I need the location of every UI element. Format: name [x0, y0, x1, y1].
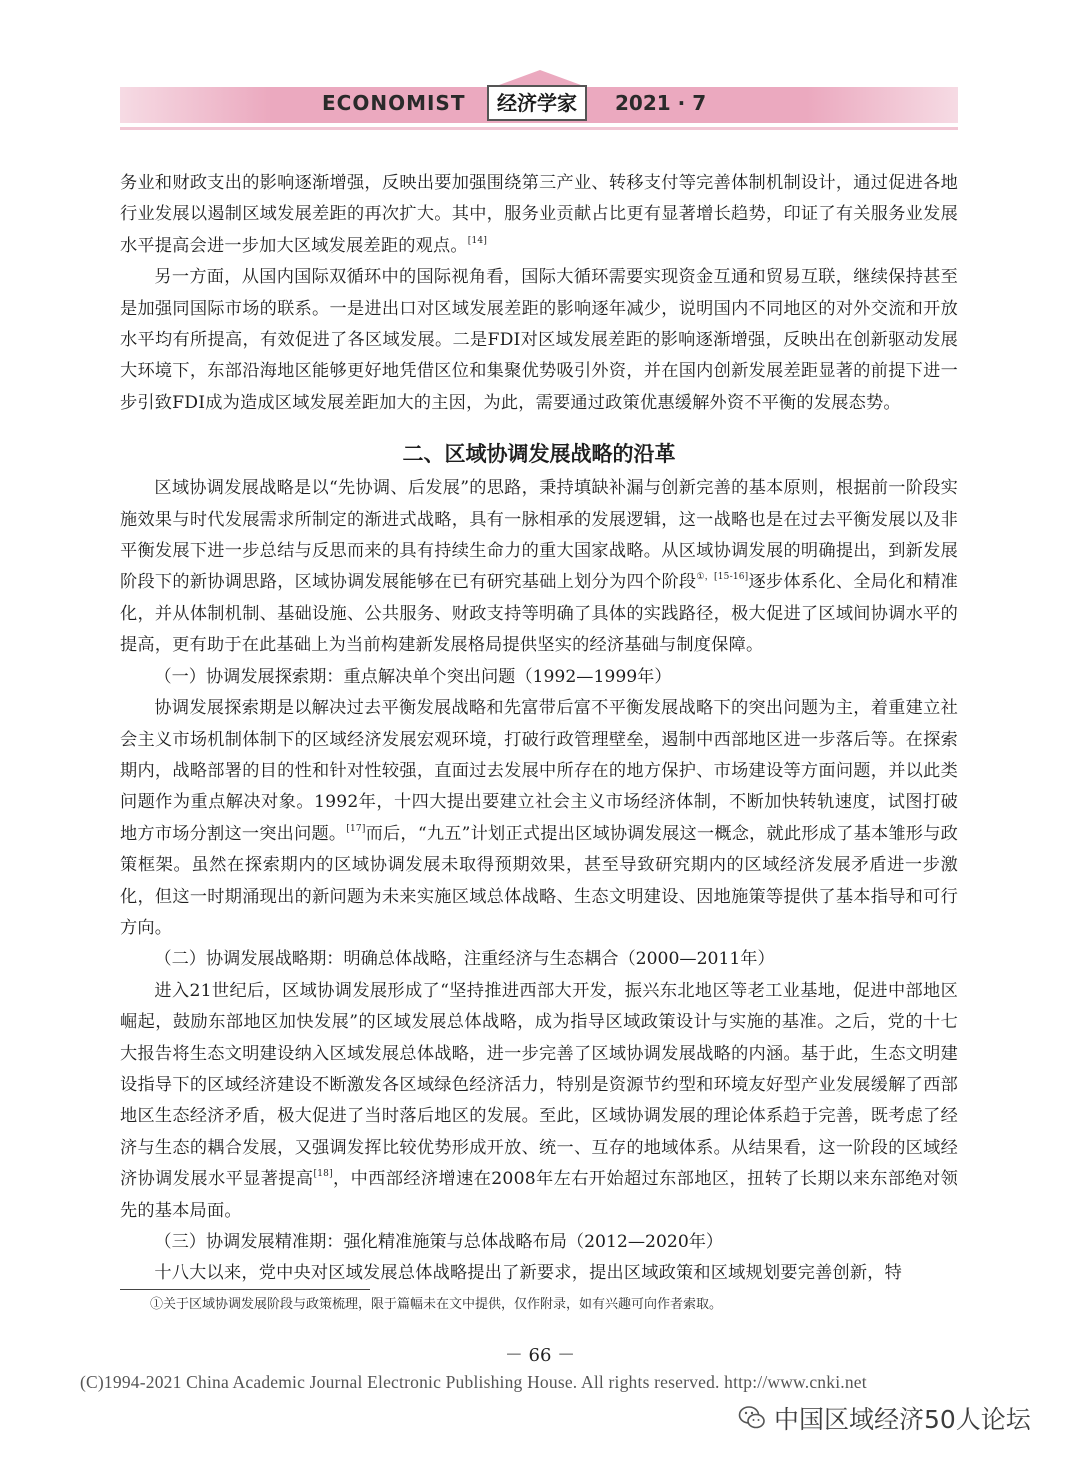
paragraph-text: 区域协调发展战略是以“先协调、后发展”的思路，秉持填缺补漏与创新完善的基本原则，根据前一阶段实施效果与时代发展需求所制定的渐进式战略，具有一脉相承的发展逻辑，这一战略也是在过去平衡发展以及非平衡发展下进一步总结与反思而来的具有持续生命力的重大国家战略。从区域协调发展的明确提出，到新发展阶段下的新协调思路，区域协调发展能够在已有研究基础上划分为四个阶段 [120, 478, 958, 593]
paragraph-text: 协调发展探索期是以解决过去平衡发展战略和先富带后富不平衡发展战略下的突出问题为主，着重建立社会主义市场机制体制下的区域经济发展宏观环境，打破行政管理壁垒，遏制中西部地区进一步落后等。在探索期内，战略部署的目的性和针对性较强，直面过去发展中所存在的地方保护、市场建设等方面问题，并以此类问题作为重点解决对象。1992年，十四大提出要建立社会主义市场经济体制，不断加快转轨速度，试图打破地方市场分割这一突出问题。 [120, 698, 958, 844]
page-number: － 66 － [504, 1345, 576, 1366]
paragraph-text: 务业和财政支出的影响逐渐增强，反映出要加强围绕第三产业、转移支付等完善体制机制设计，通过促进各地行业发展以遏制区域发展差距的再次扩大。其中，服务业贡献占比更有显著增长趋势，印证了有关服务业发展水平提高会进一步加大区域发展差距的观点。 [120, 173, 958, 256]
section-title: 二、区域协调发展战略的沿革 [402, 442, 676, 467]
journal-english-name: ECONOMIST [322, 91, 466, 115]
source-watermark [738, 1398, 1031, 1438]
journal-chinese-name: 经济学家 [487, 85, 587, 121]
wechat-icon [738, 1404, 766, 1432]
watermark-text: 中国区域经济50人论坛 [774, 1405, 1031, 1434]
paragraph [120, 168, 958, 262]
paragraph-text: ，中西部经济增速在2008年左右开始超过东部地区，扭转了长期以来东部绝对领先的基本局面。 [120, 1169, 958, 1221]
citation: [14] [467, 235, 488, 246]
paragraph: 另一方面，从国内国际双循环中的国际视角看，国际大循环需要实现资金互通和贸易互联，继续保持甚至是加强同国际市场的联系。一是进出口对区域发展差距的影响逐年减少，说明国内不同地区的对外交流和开放水平均有所提高，有效促进了各区域发展。二是FDI对区域发展差距的影响逐渐增强，反映出在创新驱动发展大环境下，东部沿海地区能够更好地凭借区位和集聚优势吸引外资，并在国内创新发展差距显著的前提下进一步引致FDI成为造成区域发展差距加大的主因，为此，需要通过政策优惠缓解外资不平衡的发展态势。 [120, 267, 958, 413]
citation: [18] [313, 1169, 333, 1180]
paragraph-text: 而后，“九五”计划正式提出区域协调发展这一概念，就此形成了基本雏形与政策框架。虽然在探索期内的区域协调发展未取得预期效果，甚至导致研究期内的区域经济发展矛盾进一步激化，但这一时期涌现出的新问题为未来实施区域总体战略、生态文明建设、因地施策等提供了基本指导和可行方向。 [120, 823, 959, 938]
paragraph [120, 473, 958, 661]
header-underline [120, 127, 958, 130]
subsection-heading: （二）协调发展战略期：明确总体战略，注重经济与生态耦合（2000—2011年） [154, 949, 775, 970]
subsection-heading: （三）协调发展精准期：强化精准施策与总体战略布局（2012—2020年） [154, 1232, 724, 1252]
copyright-line: (C)1994-2021 China Academic Journal Electronic Publishing House. All rights reserved. http://www.cnki.net [80, 1372, 867, 1392]
footnote: ①关于区域协调发展阶段与政策梳理，限于篇幅未在文中提供，仅作附录，如有兴趣可向作者索取。 [150, 1297, 723, 1312]
citation: ①，[15-16] [696, 572, 749, 583]
issue-number: 2021 · 7 [615, 91, 707, 115]
article-body [120, 168, 958, 1290]
paragraph [120, 976, 958, 1227]
journal-header [0, 0, 1080, 150]
subsection-heading: （一）协调发展探索期：重点解决单个突出问题（1992—1999年） [154, 666, 672, 687]
paragraph-text: 逐步体系化、全局化和精准化，并从体制机制、基础设施、公共服务、财政支持等明确了具体的实践路径，极大促进了区域间协调水平的提高，更有助于在此基础上为当前构建新发展格局提供坚实的经济基础与制度保障。 [120, 572, 958, 656]
footnote-divider [120, 1289, 370, 1290]
paragraph: 十八大以来，党中央对区域发展总体战略提出了新要求，提出区域政策和区域规划要完善创新，特 [154, 1263, 903, 1284]
paragraph [120, 693, 958, 944]
paragraph-text: 进入21世纪后，区域协调发展形成了“坚持推进西部大开发，振兴东北地区等老工业基地，促进中部地区崛起，鼓励东部地区加快发展”的区域发展总体战略，成为指导区域政策设计与实施的基准。之后，党的十七大报告将生态文明建设纳入区域发展总体战略，进一步完善了区域协调发展战略的内涵。基于此，生态文明建设指导下的区域经济建设不断激发各区域绿色经济活力，特别是资源节约型和环境友好型产业发展缓解了西部地区生态经济矛盾，极大促进了当时落后地区的发展。至此，区域协调发展的理论体系趋于完善，既考虑了经济与生态的耦合发展，又强调发挥比较优势形成开放、统一、互存的地域体系。从结果看，这一阶段的区域经济协调发展水平显著提高 [120, 980, 958, 1190]
citation: [17] [346, 823, 366, 834]
